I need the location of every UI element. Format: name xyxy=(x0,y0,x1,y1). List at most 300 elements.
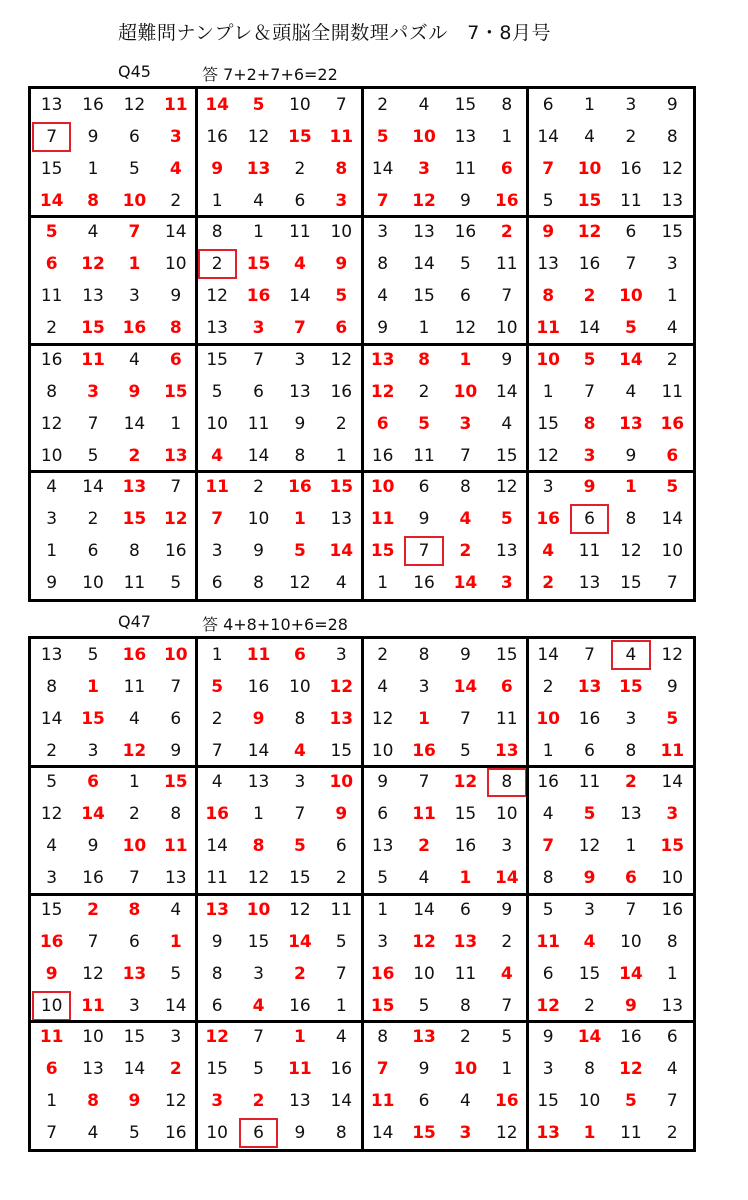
grid-cell: 7 xyxy=(253,349,264,370)
grid-cell: 2 xyxy=(542,573,555,594)
page-title: 超難問ナンプレ＆頭脳全開数理パズル 7・8月号 xyxy=(118,22,551,44)
grid-cell: 2 xyxy=(501,931,513,952)
grid-cell: 7 xyxy=(335,94,347,115)
grid-cell: 12 xyxy=(40,804,63,825)
grid-cell: 9 xyxy=(666,94,678,115)
grid-cell: 7 xyxy=(460,708,471,729)
grid-cell: 16 xyxy=(164,1123,187,1144)
grid-cell: 3 xyxy=(294,772,306,793)
grid-cell: 16 xyxy=(494,1091,519,1112)
grid-cell: 2 xyxy=(87,899,99,920)
puzzle-q47-answer: 答 4+8+10+6=28 xyxy=(202,615,348,634)
grid-cell: 13 xyxy=(495,541,518,562)
grid-cell: 12 xyxy=(454,318,477,339)
grid-cell: 8 xyxy=(501,94,513,115)
grid-cell: 7 xyxy=(542,836,555,857)
grid-cell: 6 xyxy=(211,995,223,1016)
grid-cell: 7 xyxy=(253,1027,264,1048)
grid-cell: 12 xyxy=(537,445,559,466)
grid-cell: 15 xyxy=(123,1027,146,1048)
grid-cell: 6 xyxy=(169,349,182,370)
grid-cell: 13 xyxy=(661,190,684,211)
grid-cell: 5 xyxy=(87,644,99,665)
grid-cell: 1 xyxy=(377,899,389,920)
grid-cell: 1 xyxy=(542,381,554,402)
grid-cell: 4 xyxy=(542,541,555,562)
grid-cell: 10 xyxy=(413,963,435,984)
grid-cell: 11 xyxy=(413,445,435,466)
grid-cell: 13 xyxy=(82,286,104,307)
grid-cell: 7 xyxy=(418,772,430,793)
grid-cell: 13 xyxy=(247,772,270,793)
grid-cell: 2 xyxy=(625,126,637,147)
grid-cell: 1 xyxy=(169,931,182,952)
block-divider-vertical xyxy=(526,89,529,599)
grid-cell: 4 xyxy=(584,126,595,147)
grid-cell: 3 xyxy=(459,1123,472,1144)
grid-cell: 13 xyxy=(453,931,478,952)
grid-cell: 11 xyxy=(81,995,105,1016)
grid-cell: 13 xyxy=(82,1059,104,1080)
grid-cell: 3 xyxy=(87,740,99,761)
grid-cell: 3 xyxy=(253,963,264,984)
grid-cell: 2 xyxy=(377,94,389,115)
grid-cell: 16 xyxy=(578,708,601,729)
grid-cell: 5 xyxy=(335,286,348,307)
grid-cell: 6 xyxy=(170,708,182,729)
grid-cell: 12 xyxy=(329,676,354,697)
grid-cell: 5 xyxy=(460,254,471,275)
grid-cell: 8 xyxy=(542,286,555,307)
grid-cell: 4 xyxy=(335,1027,347,1048)
grid-cell: 8 xyxy=(128,899,141,920)
grid-cell: 8 xyxy=(625,740,637,761)
grid-cell: 3 xyxy=(170,1027,182,1048)
grid-cell: 16 xyxy=(330,1059,353,1080)
grid-cell: 1 xyxy=(46,541,58,562)
grid-cell: 14 xyxy=(371,158,394,179)
grid-cell: 12 xyxy=(620,541,642,562)
grid-cell: 3 xyxy=(418,158,430,179)
grid-cell: 11 xyxy=(329,126,354,147)
grid-cell: 16 xyxy=(247,676,270,697)
grid-cell: 2 xyxy=(460,1027,471,1048)
grid-cell: 2 xyxy=(129,804,140,825)
grid-cell: 1 xyxy=(335,445,347,466)
grid-cell: 10 xyxy=(330,222,353,243)
grid-cell: 10 xyxy=(31,990,72,1022)
grid-cell: 6 xyxy=(211,573,223,594)
grid-cell: 12 xyxy=(122,740,147,761)
grid-cell: 14 xyxy=(329,541,354,562)
grid-cell: 6 xyxy=(87,772,99,793)
grid-cell: 1 xyxy=(584,94,595,115)
grid-cell: 2 xyxy=(128,445,141,466)
grid-cell: 9 xyxy=(46,573,58,594)
grid-cell: 3 xyxy=(87,381,99,402)
grid-cell: 16 xyxy=(661,899,684,920)
grid-cell: 10 xyxy=(536,349,561,370)
grid-cell: 2 xyxy=(377,644,389,665)
grid-cell: 14 xyxy=(453,573,478,594)
grid-cell: 1 xyxy=(253,804,264,825)
grid-cell: 11 xyxy=(39,1027,64,1048)
grid-cell: 5 xyxy=(542,190,554,211)
grid-cell: 3 xyxy=(294,349,306,370)
grid-cell: 16 xyxy=(370,963,395,984)
grid-cell: 1 xyxy=(459,349,472,370)
grid-cell: 10 xyxy=(661,868,684,889)
grid-cell: 5 xyxy=(666,477,679,498)
grid-cell: 14 xyxy=(205,94,230,115)
grid-cell: 8 xyxy=(46,676,58,697)
grid-cell: 13 xyxy=(330,509,353,530)
grid-cell: 16 xyxy=(39,931,64,952)
grid-cell: 16 xyxy=(289,995,311,1016)
grid-cell: 4 xyxy=(294,254,306,275)
grid-cell: 7 xyxy=(294,318,306,339)
grid-cell: 12 xyxy=(578,836,601,857)
grid-cell: 4 xyxy=(377,676,389,697)
grid-cell: 8 xyxy=(584,1059,595,1080)
grid-cell: 5 xyxy=(294,836,306,857)
grid-cell: 4 xyxy=(46,477,58,498)
grid-cell: 2 xyxy=(335,413,347,434)
grid-cell: 9 xyxy=(87,126,99,147)
grid-cell: 8 xyxy=(87,1091,99,1112)
grid-cell: 9 xyxy=(252,708,265,729)
grid-cell: 8 xyxy=(666,931,678,952)
grid-cell: 8 xyxy=(460,477,471,498)
grid-cell: 2 xyxy=(335,868,347,889)
grid-cell: 16 xyxy=(164,541,187,562)
grid-cell: 9 xyxy=(253,541,264,562)
grid-cell: 16 xyxy=(330,381,353,402)
grid-cell: 6 xyxy=(542,94,554,115)
grid-cell: 11 xyxy=(288,1059,312,1080)
grid-cell: 15 xyxy=(454,94,477,115)
grid-cell: 6 xyxy=(294,644,306,665)
grid-cell: 14 xyxy=(39,190,64,211)
grid-cell: 5 xyxy=(170,963,182,984)
grid-cell: 7 xyxy=(376,1059,389,1080)
grid-cell: 5 xyxy=(129,158,140,179)
grid-cell: 9 xyxy=(170,740,182,761)
grid-cell: 15 xyxy=(330,740,353,761)
grid-cell: 8 xyxy=(460,995,471,1016)
grid-cell: 15 xyxy=(206,1059,228,1080)
grid-cell: 16 xyxy=(122,318,147,339)
grid-cell: 11 xyxy=(330,899,353,920)
grid-cell: 7 xyxy=(625,254,637,275)
grid-cell: 5 xyxy=(253,1059,264,1080)
grid-cell: 3 xyxy=(211,541,223,562)
grid-cell: 15 xyxy=(246,254,271,275)
grid-cell: 7 xyxy=(294,804,306,825)
grid-cell: 1 xyxy=(418,318,430,339)
grid-cell: 11 xyxy=(661,381,684,402)
grid-cell: 15 xyxy=(495,445,518,466)
grid-cell: 10 xyxy=(122,836,147,857)
grid-cell: 11 xyxy=(123,573,146,594)
grid-cell: 6 xyxy=(625,868,637,889)
grid-cell: 5 xyxy=(46,772,58,793)
puzzle-q45-grid xyxy=(28,86,696,602)
grid-cell: 9 xyxy=(377,318,389,339)
grid-cell: 10 xyxy=(329,772,354,793)
grid-cell: 12 xyxy=(619,1059,643,1080)
grid-cell: 12 xyxy=(247,868,270,889)
grid-cell: 16 xyxy=(620,1027,642,1048)
grid-cell: 5 xyxy=(583,349,596,370)
grid-cell: 7 xyxy=(31,121,72,153)
grid-cell: 14 xyxy=(123,413,146,434)
grid-cell: 12 xyxy=(330,349,353,370)
grid-cell: 1 xyxy=(294,1027,306,1048)
grid-cell: 8 xyxy=(211,963,223,984)
grid-cell: 8 xyxy=(46,381,58,402)
grid-cell: 14 xyxy=(247,445,270,466)
grid-cell: 3 xyxy=(377,931,389,952)
grid-cell: 6 xyxy=(418,1091,430,1112)
grid-cell: 9 xyxy=(128,381,141,402)
grid-cell: 3 xyxy=(583,445,596,466)
grid-cell: 5 xyxy=(252,94,265,115)
grid-cell: 9 xyxy=(170,286,182,307)
grid-cell: 13 xyxy=(619,413,643,434)
grid-cell: 7 xyxy=(211,740,223,761)
grid-cell: 2 xyxy=(666,1123,678,1144)
grid-cell: 9 xyxy=(294,1123,306,1144)
grid-cell: 1 xyxy=(253,222,264,243)
grid-cell: 15 xyxy=(370,995,395,1016)
grid-cell: 1 xyxy=(377,573,389,594)
grid-cell: 4 xyxy=(170,899,182,920)
grid-cell: 3 xyxy=(459,413,472,434)
grid-cell: 6 xyxy=(460,286,471,307)
grid-cell: 16 xyxy=(537,772,559,793)
block-divider-vertical xyxy=(526,639,529,1149)
grid-cell: 14 xyxy=(289,286,311,307)
grid-cell: 14 xyxy=(578,318,601,339)
grid-cell: 7 xyxy=(501,995,513,1016)
grid-cell: 13 xyxy=(122,963,147,984)
grid-cell: 6 xyxy=(666,445,679,466)
grid-cell: 13 xyxy=(329,708,354,729)
grid-cell: 5 xyxy=(211,676,224,697)
grid-cell: 8 xyxy=(87,190,99,211)
grid-cell: 12 xyxy=(536,995,561,1016)
grid-cell: 7 xyxy=(584,644,595,665)
grid-cell: 1 xyxy=(625,477,637,498)
grid-cell: 4 xyxy=(501,413,513,434)
grid-cell: 6 xyxy=(625,222,637,243)
grid-cell: 10 xyxy=(82,573,104,594)
grid-cell: 11 xyxy=(578,541,601,562)
grid-cell: 13 xyxy=(40,94,63,115)
grid-cell: 1 xyxy=(459,868,472,889)
grid-cell: 8 xyxy=(253,573,264,594)
puzzle-q45-answer: 答 7+2+7+6=22 xyxy=(202,65,338,84)
grid-cell: 15 xyxy=(577,190,602,211)
grid-cell: 5 xyxy=(376,126,389,147)
grid-cell: 11 xyxy=(206,868,228,889)
grid-cell: 1 xyxy=(211,644,223,665)
grid-cell: 13 xyxy=(620,804,642,825)
grid-cell: 10 xyxy=(370,477,395,498)
grid-cell: 3 xyxy=(500,573,513,594)
grid-cell: 10 xyxy=(122,190,147,211)
grid-cell: 10 xyxy=(620,931,642,952)
grid-cell: 9 xyxy=(666,676,678,697)
grid-cell: 1 xyxy=(501,1059,513,1080)
grid-cell: 15 xyxy=(247,931,270,952)
grid-cell: 10 xyxy=(578,1091,601,1112)
grid-cell: 8 xyxy=(486,767,527,799)
grid-cell: 2 xyxy=(294,158,306,179)
grid-cell: 4 xyxy=(87,1123,99,1144)
grid-cell: 9 xyxy=(418,509,430,530)
grid-cell: 6 xyxy=(500,676,513,697)
grid-cell: 7 xyxy=(211,509,224,530)
grid-cell: 14 xyxy=(164,995,187,1016)
grid-cell: 9 xyxy=(625,445,637,466)
grid-cell: 14 xyxy=(371,1123,394,1144)
grid-cell: 15 xyxy=(288,126,312,147)
grid-cell: 13 xyxy=(289,381,311,402)
grid-cell: 4 xyxy=(610,639,651,671)
grid-cell: 4 xyxy=(211,445,224,466)
grid-cell: 1 xyxy=(170,413,182,434)
grid-cell: 4 xyxy=(542,804,554,825)
grid-cell: 8 xyxy=(169,318,182,339)
grid-cell: 4 xyxy=(418,868,430,889)
grid-cell: 9 xyxy=(45,963,58,984)
grid-cell: 6 xyxy=(500,158,513,179)
grid-cell: 16 xyxy=(288,477,312,498)
grid-cell: 1 xyxy=(666,286,678,307)
grid-cell: 15 xyxy=(163,381,188,402)
grid-cell: 8 xyxy=(129,541,140,562)
grid-cell: 6 xyxy=(238,1117,279,1149)
grid-cell: 9 xyxy=(583,477,596,498)
grid-cell: 16 xyxy=(536,509,561,530)
grid-cell: 10 xyxy=(247,509,270,530)
grid-cell: 3 xyxy=(542,1059,554,1080)
grid-cell: 3 xyxy=(46,868,58,889)
grid-cell: 15 xyxy=(619,676,643,697)
grid-cell: 7 xyxy=(87,931,99,952)
grid-cell: 7 xyxy=(170,676,182,697)
grid-cell: 11 xyxy=(536,318,561,339)
grid-cell: 13 xyxy=(494,740,519,761)
grid-cell: 5 xyxy=(542,899,554,920)
grid-cell: 3 xyxy=(169,126,182,147)
grid-cell: 9 xyxy=(418,1059,430,1080)
grid-cell: 15 xyxy=(660,836,685,857)
grid-cell: 12 xyxy=(164,1091,187,1112)
grid-cell: 6 xyxy=(45,254,58,275)
grid-cell: 15 xyxy=(537,413,559,434)
grid-cell: 1 xyxy=(666,963,678,984)
grid-cell: 14 xyxy=(247,740,270,761)
grid-cell: 4 xyxy=(129,349,140,370)
grid-cell: 10 xyxy=(289,94,311,115)
grid-cell: 8 xyxy=(170,804,182,825)
grid-cell: 1 xyxy=(501,126,513,147)
grid-cell: 5 xyxy=(294,541,306,562)
grid-cell: 13 xyxy=(206,318,228,339)
grid-cell: 2 xyxy=(418,381,430,402)
grid-cell: 2 xyxy=(625,772,637,793)
grid-cell: 11 xyxy=(289,222,311,243)
grid-cell: 12 xyxy=(577,222,602,243)
grid-cell: 3 xyxy=(625,94,637,115)
grid-cell: 4 xyxy=(460,1091,471,1112)
grid-cell: 11 xyxy=(620,1123,642,1144)
grid-cell: 10 xyxy=(453,1059,478,1080)
grid-cell: 3 xyxy=(666,254,678,275)
grid-cell: 7 xyxy=(128,222,141,243)
grid-cell: 12 xyxy=(163,509,188,530)
grid-cell: 14 xyxy=(453,676,478,697)
grid-cell: 13 xyxy=(122,477,147,498)
grid-cell: 9 xyxy=(294,413,306,434)
grid-cell: 6 xyxy=(376,413,389,434)
grid-cell: 15 xyxy=(40,158,63,179)
grid-cell: 12 xyxy=(81,254,105,275)
grid-cell: 11 xyxy=(578,772,601,793)
grid-cell: 5 xyxy=(500,509,513,530)
grid-cell: 8 xyxy=(294,445,306,466)
grid-cell: 10 xyxy=(495,804,518,825)
grid-cell: 1 xyxy=(542,740,554,761)
grid-cell: 1 xyxy=(128,254,141,275)
grid-cell: 15 xyxy=(122,509,147,530)
grid-cell: 8 xyxy=(377,1027,389,1048)
grid-cell: 3 xyxy=(377,222,389,243)
grid-cell: 1 xyxy=(335,995,347,1016)
grid-cell: 16 xyxy=(40,349,63,370)
grid-cell: 15 xyxy=(370,541,395,562)
grid-cell: 12 xyxy=(205,1027,230,1048)
grid-cell: 4 xyxy=(169,158,182,179)
grid-cell: 2 xyxy=(169,1059,182,1080)
grid-cell: 3 xyxy=(211,1091,224,1112)
grid-cell: 13 xyxy=(412,1027,436,1048)
grid-cell: 6 xyxy=(294,190,306,211)
grid-cell: 10 xyxy=(206,413,228,434)
grid-cell: 11 xyxy=(412,804,436,825)
grid-cell: 15 xyxy=(578,963,601,984)
grid-cell: 13 xyxy=(289,1091,311,1112)
grid-cell: 7 xyxy=(460,445,471,466)
grid-cell: 15 xyxy=(412,1123,436,1144)
grid-cell: 12 xyxy=(412,190,436,211)
grid-cell: 4 xyxy=(87,222,99,243)
puzzle-q47-grid xyxy=(28,636,696,1152)
grid-cell: 15 xyxy=(289,868,311,889)
grid-cell: 10 xyxy=(206,1123,228,1144)
grid-cell: 4 xyxy=(253,190,264,211)
grid-cell: 8 xyxy=(542,868,554,889)
grid-cell: 9 xyxy=(583,868,596,889)
grid-cell: 15 xyxy=(329,477,354,498)
grid-cell: 11 xyxy=(536,931,561,952)
grid-cell: 6 xyxy=(584,740,595,761)
grid-cell: 11 xyxy=(40,286,63,307)
grid-cell: 7 xyxy=(666,573,678,594)
